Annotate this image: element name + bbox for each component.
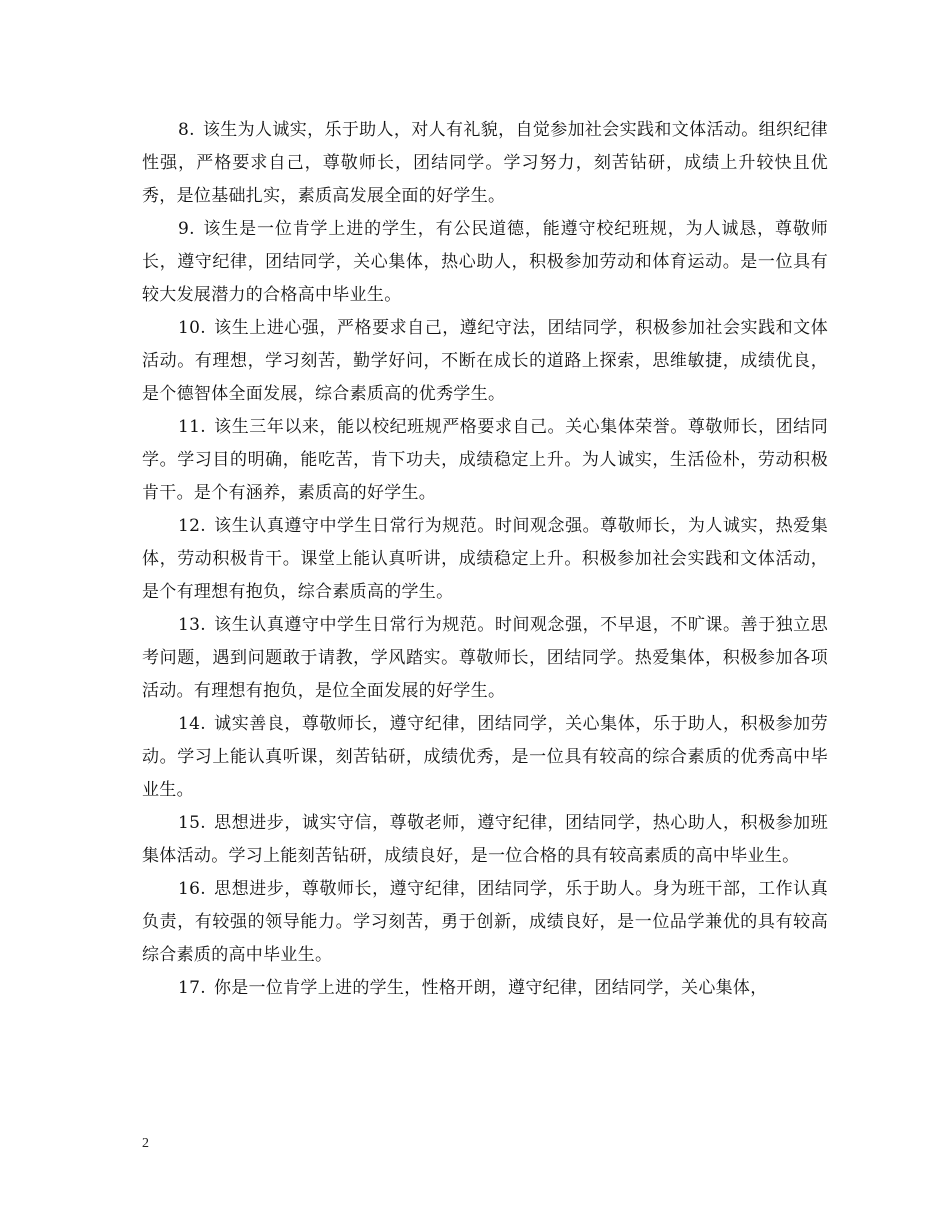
paragraph-number: 10. <box>178 318 206 338</box>
paragraph-text: 该生上进心强，严格要求自己，遵纪守法，团结同学，积极参加社会实践和文体活动。有理想，学习刻苦，勤学好问，不断在成长的道路上探索，思维敏捷，成绩优良，是个德智体全面发展，综合素质高的优秀学生。 <box>142 318 828 404</box>
paragraph-number: 14. <box>178 714 206 734</box>
paragraph-number: 17. <box>178 978 206 998</box>
paragraph-text: 该生认真遵守中学生日常行为规范。时间观念强。尊敬师长，为人诚实，热爱集体，劳动积极肯干。课堂上能认真听讲，成绩稳定上升。积极参加社会实践和文体活动，是个有理想有抱负，综合素质高的学生。 <box>142 516 828 602</box>
paragraph-number: 16. <box>178 879 206 899</box>
paragraph-number: 13. <box>178 615 206 635</box>
paragraph-8 <box>142 114 828 213</box>
paragraph-16 <box>142 873 828 972</box>
page-number: 2 <box>142 1136 149 1151</box>
paragraph-14 <box>142 708 828 807</box>
paragraph-text: 诚实善良，尊敬师长，遵守纪律，团结同学，关心集体，乐于助人，积极参加劳动。学习上能认真听课，刻苦钻研，成绩优秀，是一位具有较高的综合素质的优秀高中毕业生。 <box>142 714 828 800</box>
paragraph-12 <box>142 510 828 609</box>
paragraph-number: 11. <box>178 417 206 437</box>
paragraph-text: 思想进步，诚实守信，尊敬老师，遵守纪律，团结同学，热心助人，积极参加班集体活动。学习上能刻苦钻研，成绩良好，是一位合格的具有较高素质的高中毕业生。 <box>142 813 828 866</box>
paragraph-11 <box>142 411 828 510</box>
paragraph-number: 15. <box>178 813 206 833</box>
paragraph-text: 该生认真遵守中学生日常行为规范。时间观念强，不早退，不旷课。善于独立思考问题，遇到问题敢于请教，学风踏实。尊敬师长，团结同学。热爱集体，积极参加各项活动。有理想有抱负，是位全面发展的好学生。 <box>142 615 828 701</box>
paragraph-17 <box>142 972 828 1005</box>
paragraph-text: 该生三年以来，能以校纪班规严格要求自己。关心集体荣誉。尊敬师长，团结同学。学习目的明确，能吃苦，肯下功夫，成绩稳定上升。为人诚实，生活俭朴，劳动积极肯干。是个有涵养，素质高的好学生。 <box>142 417 828 503</box>
paragraph-text: 该生为人诚实，乐于助人，对人有礼貌，自觉参加社会实践和文体活动。组织纪律性强，严格要求自己，尊敬师长，团结同学。学习努力，刻苦钻研，成绩上升较快且优秀，是位基础扎实，素质高发展全面的好学生。 <box>142 120 828 206</box>
paragraph-15 <box>142 807 828 873</box>
paragraph-number: 12. <box>178 516 206 536</box>
paragraph-text: 思想进步，尊敬师长，遵守纪律，团结同学，乐于助人。身为班干部，工作认真负责，有较强的领导能力。学习刻苦，勇于创新，成绩良好，是一位品学兼优的具有较高综合素质的高中毕业生。 <box>142 879 828 965</box>
paragraph-10 <box>142 312 828 411</box>
paragraph-number: 9. <box>178 219 195 239</box>
paragraph-text: 该生是一位肯学上进的学生，有公民道德，能遵守校纪班规，为人诚恳，尊敬师长，遵守纪律，团结同学，关心集体，热心助人，积极参加劳动和体育运动。是一位具有较大发展潜力的合格高中毕业生。 <box>142 219 828 305</box>
paragraph-9 <box>142 213 828 312</box>
paragraph-13 <box>142 609 828 708</box>
paragraph-number: 8. <box>178 120 195 140</box>
document-body <box>142 114 828 1005</box>
paragraph-text: 你是一位肯学上进的学生，性格开朗，遵守纪律，团结同学，关心集体， <box>213 978 768 998</box>
